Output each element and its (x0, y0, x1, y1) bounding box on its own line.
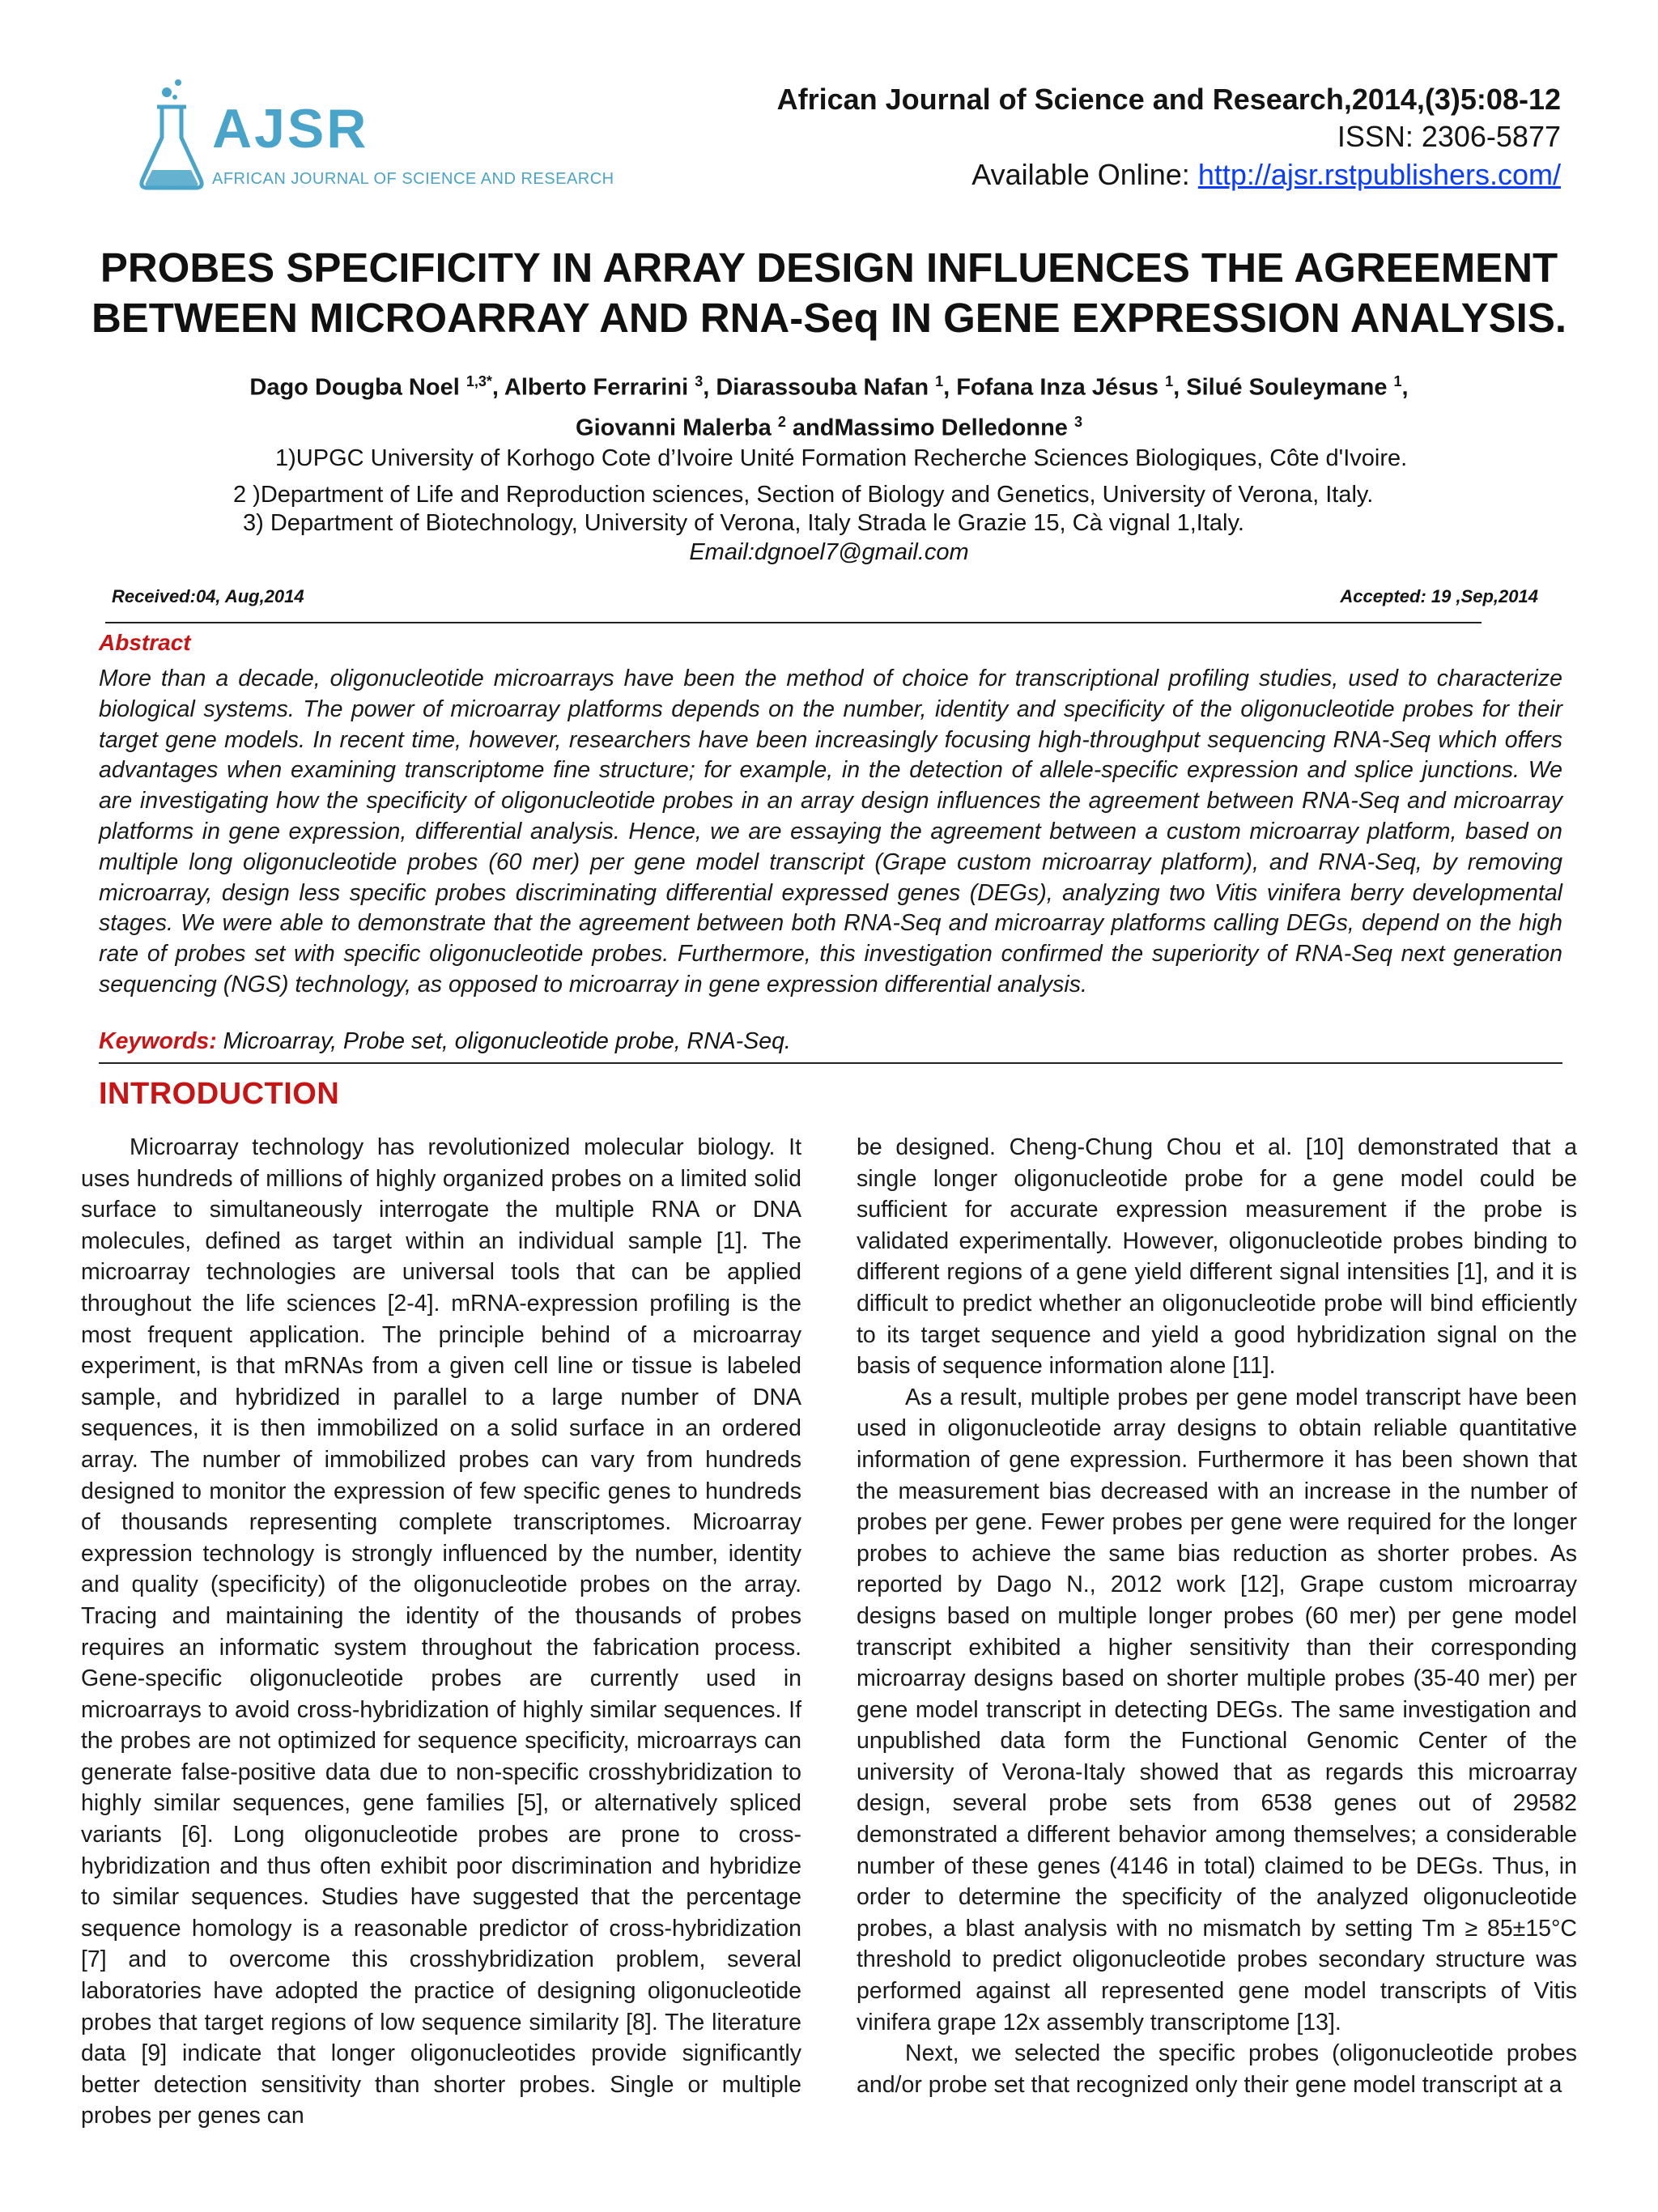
title-line-2: BETWEEN MICROARRAY AND RNA-Seq IN GENE EXPRESSION ANALYSIS. (91, 295, 1567, 341)
column-right (857, 1132, 1577, 2100)
affiliation-3: 3) Department of Biotechnology, University of Verona, Italy Strada le Grazie 15, Cà vignal 1,Italy. (243, 510, 1244, 536)
paragraph: be designed. Cheng-Chung Chou et al. [10] demonstrated that a single longer oligonucleotide probe for a gene model could be sufficient for accurate expression measurement if the probe is validated experimentally. However, oligonucleotide probes binding to different regions of a gene yield different signal intensities [1], and it is difficult to predict whether an oligonucleotide probe will bind efficiently to its target sequence and yield a good hybridization signal on the basis of sequence information alone [11]. (857, 1134, 1577, 1380)
received-date: Received:04, Aug,2014 (112, 586, 304, 606)
author-name: Dago Dougba Noel (249, 374, 466, 401)
author-name: Fofana Inza Jésus (956, 374, 1166, 401)
author-name: Silué Souleymane (1186, 374, 1394, 401)
journal-logo (138, 74, 614, 196)
paragraph: Microarray technology has revolutionized molecular biology. It uses hundreds of millions of highly organized probes on a limited solid surface to simultaneously interrogate the multiple RNA or DNA molecules, defined as target within an individual sample [1]. The microarray technologies are universal tools that can be applied throughout the life sciences [2-4]. mRNA-expression profiling is the most frequent application. The principle behind of a microarray experiment, is that mRNAs from a given cell line or tissue is labeled sample, and hybridized in parallel to a large number of DNA sequences, it is then immobilized on a solid surface in an ordered array. The number of immobilized probes can vary from hundreds designed to monitor the expression of few specific genes to hundreds of thousands representing complete transcriptomes. Microarray expression technology is strongly influenced by the number, identity and quality (specificity) of the oligonucleotide probes on the array. Tracing and maintaining the identity of the thousands of probes requires an informatic system throughout the fabrication process. Gene-specific oligonucleotide probes are currently used in microarrays to avoid cross-hybridization of highly similar sequences. If the probes are not optimized for sequence specificity, microarrays can generate false-positive data due to non-specific crosshybridization to highly similar sequences, gene families [5], or alternatively spliced variants [6]. Long oligonucleotide probes are prone to cross-hybridization and thus often exhibit poor discrimination and hybridize to similar sequences. Studies have suggested that the percentage sequence homology is a reasonable predictor of cross-hybridization [7] and to overcome this crosshybridization problem, several laboratories have adopted the practice of designing oligonucleotide probes that target regions of low sequence similarity [8]. The literature data [9] indicate that longer oligonucleotides provide significantly better detection sensitivity than shorter probes. Single or multiple probes per genes can (81, 1134, 801, 2129)
affiliation-1: 1)UPGC University of Korhogo Cote d’Ivoire Unité Formation Recherche Sciences Biologiques, Côte d'Ivoire. (275, 445, 1408, 471)
keywords-label: Keywords: (99, 1028, 217, 1054)
title-line-1: PROBES SPECIFICITY IN ARRAY DESIGN INFLUENCES THE AGREEMENT (100, 245, 1558, 291)
keywords (99, 1028, 791, 1055)
accepted-date: Accepted: 19 ,Sep,2014 (1340, 586, 1538, 606)
keywords-list: Microarray, Probe set, oligonucleotide probe, RNA-Seq. (216, 1028, 791, 1054)
contact-email: Email:dgnoel7@gmail.com (689, 539, 969, 565)
paragraph: Next, we selected the specific probes (oligonucleotide probes and/or probe set that recognized only their gene model transcript at a (857, 2040, 1577, 2098)
author-affiliation-mark: 3 (695, 373, 704, 389)
introduction-heading: INTRODUCTION (99, 1077, 340, 1111)
journal-info (751, 81, 1561, 194)
available-online-label: Available Online: (971, 158, 1190, 191)
issn: ISSN: 2306-5877 (1337, 120, 1561, 153)
affiliation-2: 2 )Department of Life and Reproduction sciences, Section of Biology and Genetics, University of Verona, Italy. (233, 482, 1374, 508)
author-affiliation-mark: 3 (1073, 413, 1082, 430)
author-name: Diarassouba Nafan (716, 374, 936, 401)
available-online (751, 155, 1561, 194)
divider (99, 1062, 1562, 1064)
journal-url-link[interactable]: http://ajsr.rstpublishers.com/ (1197, 158, 1561, 191)
author-affiliation-mark: 1,3* (466, 373, 492, 389)
logo-tagline: AFRICAN JOURNAL OF SCIENCE AND RESEARCH (212, 170, 614, 188)
abstract-heading: Abstract (99, 630, 191, 655)
author-name: Massimo Delledonne (834, 415, 1074, 441)
author-name: Alberto Ferrarini (504, 374, 695, 401)
author-affiliation-mark: 1 (1393, 373, 1402, 389)
divider (105, 622, 1482, 623)
journal-citation: African Journal of Science and Research,2014,(3)5:08-12 (776, 83, 1561, 116)
author-affiliation-mark: 2 (777, 413, 786, 430)
paper-title (0, 243, 1658, 343)
abstract-body: More than a decade, oligonucleotide microarrays have been the method of choice for transcriptional profiling studies, used to characterize biological systems. The power of microarray platforms depends on the number, identity and specificity of the oligonucleotide probes for their target gene models. In recent time, however, researchers have been increasingly focusing high-throughput sequencing RNA-Seq which offers advantages when examining transcriptome fine structure; for example, in the detection of allele-specific expression and splice junctions. We are investigating how the specificity of oligonucleotide probes in an array design influences the agreement between RNA-Seq and microarray platforms in gene expression, differential analysis. Hence, we are essaying the agreement between a custom microarray platform, based on multiple long oligonucleotide probes (60 mer) per gene model transcript (Grape custom microarray platform), and RNA-Seq, by removing microarray, design less specific probes discriminating differential expressed genes (DEGs), analyzing two Vitis vinifera berry developmental stages. We were able to demonstrate that the agreement between both RNA-Seq and microarray platforms calling DEGs, depend on the high rate of probes set with specific oligonucleotide probes. Furthermore, this investigation confirmed the superiority of RNA-Seq next generation sequencing (NGS) technology, as opposed to microarray in gene expression differential analysis. (99, 666, 1562, 998)
author-list: Dago Dougba Noel $^{1,3*}$, Alberto Ferrarini $^3$, Diarassouba Nafan $^1$, Fofana Inza Jésus $^1$, Silué Souleymane $^1$, Giovanni Malerba $^2$ andMassimo Delledonne $^3$ (249, 373, 1409, 441)
author-name: Giovanni Malerba (576, 415, 778, 441)
paragraph: As a result, multiple probes per gene model transcript have been used in oligonucleotide array designs to obtain reliable quantitative information of gene expression. Furthermore it has been shown that the measurement bias decreased with an increase in the number of probes per gene. Fewer probes per gene were required for the longer probes to achieve the same bias reduction as shorter probes. As reported by Dago N., 2012 work [12], Grape custom microarray designs based on multiple longer probes (60 mer) per gene model transcript exhibited a higher sensitivity than their corresponding microarray designs based on shorter multiple probes (35-40 mer) per gene model transcript in detecting DEGs. The same investigation and unpublished data form the Functional Genomic Center of the university of Verona-Italy showed that as regards this microarray design, several probe sets from 6538 genes out of 29582 demonstrated a different behavior among themselves; a considerable number of these genes (4146 in total) claimed to be DEGs. Thus, in order to determine the specificity of the analyzed oligonucleotide probes, a blast analysis with no mismatch by setting Tm ≥ 85±15°C threshold to predict oligonucleotide probes secondary structure was performed against all represented gene model transcripts of Vitis vinifera grape 12x assembly transcriptome [13]. (857, 1384, 1577, 2035)
logo-name: AJSR (212, 98, 369, 160)
flask-icon (138, 74, 206, 196)
author-affiliation-mark: 1 (1165, 373, 1174, 389)
column-left (81, 1132, 801, 2132)
author-affiliation-mark: 1 (935, 373, 944, 389)
